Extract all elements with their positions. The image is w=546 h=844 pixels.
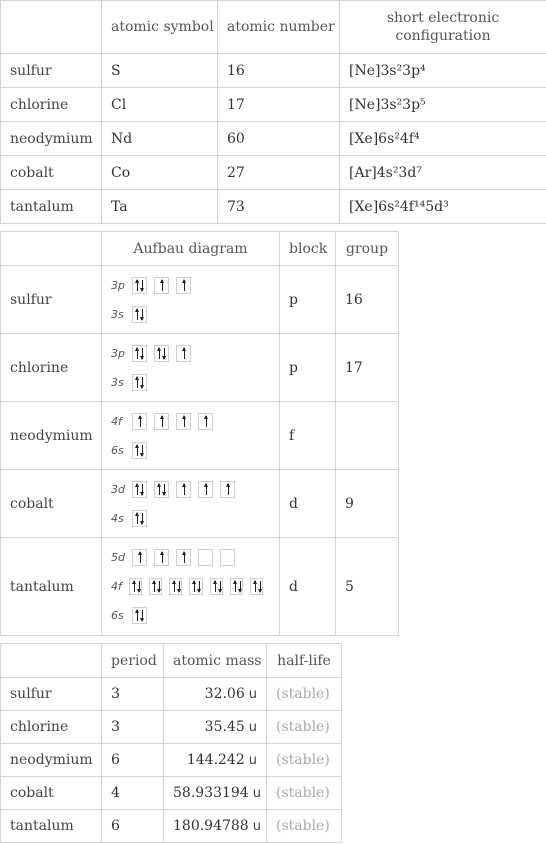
aufbau-stack	[111, 409, 270, 463]
subshell-label: 3d	[111, 482, 125, 496]
orbital-box	[132, 345, 147, 362]
spin-up-arrow-icon	[235, 581, 236, 592]
mass-unit: u	[248, 753, 257, 768]
table-row	[1, 678, 342, 711]
orbital-box	[198, 413, 213, 430]
subshell-label: 4f	[111, 580, 122, 593]
block-value: p	[280, 334, 336, 402]
block-value: d	[280, 538, 336, 636]
spin-up-arrow-icon	[134, 581, 135, 592]
orbital-box	[132, 306, 147, 323]
spin-down-arrow-icon	[139, 581, 140, 592]
orbital-box	[189, 578, 202, 595]
orbital-box	[154, 277, 169, 294]
atomic-symbol: Ta	[102, 190, 218, 224]
subshell	[111, 306, 270, 323]
atomic-mass-cell	[164, 744, 267, 777]
table-row	[1, 156, 546, 190]
subshell-label: 6s	[111, 443, 124, 457]
period-value: 3	[102, 678, 164, 711]
group-value: 5	[336, 538, 399, 636]
header-half-life: half-life	[267, 644, 342, 678]
aufbau-stack	[111, 477, 270, 531]
atomic-number: 17	[218, 88, 340, 122]
subshell	[111, 481, 270, 498]
spin-down-arrow-icon	[142, 610, 143, 621]
atomic-mass-value: 180.94788	[173, 818, 249, 834]
table-row	[1, 266, 399, 334]
table-row	[1, 402, 399, 470]
spin-up-arrow-icon	[174, 581, 175, 592]
header-period: period	[102, 644, 164, 678]
spin-up-arrow-icon	[162, 416, 163, 427]
table-row	[1, 538, 399, 636]
aufbau-diagram	[102, 470, 280, 538]
electron-config: [Ar]4s²3d⁷	[340, 156, 546, 190]
atomic-symbol: Nd	[102, 122, 218, 156]
spin-up-arrow-icon	[154, 581, 155, 592]
spin-up-arrow-icon	[137, 484, 138, 495]
spin-up-arrow-icon	[137, 445, 138, 456]
orbital-box	[220, 481, 235, 498]
header-atomic-number: atomic number	[218, 1, 340, 54]
subshell	[111, 374, 270, 391]
orbital-box	[149, 578, 162, 595]
subshell-label: 3s	[111, 307, 124, 321]
table-row	[1, 190, 546, 224]
element-name: tantalum	[1, 810, 102, 843]
spin-up-arrow-icon	[184, 484, 185, 495]
orbital-box	[154, 345, 169, 362]
aufbau-diagram	[102, 266, 280, 334]
spin-up-arrow-icon	[255, 581, 256, 592]
element-name: cobalt	[1, 470, 102, 538]
aufbau-diagram	[102, 538, 280, 636]
spin-down-arrow-icon	[142, 445, 143, 456]
half-life-value: (stable)	[267, 777, 342, 810]
spin-down-arrow-icon	[142, 348, 143, 359]
half-life-value: (stable)	[267, 711, 342, 744]
orbital-box	[154, 549, 169, 566]
spin-up-arrow-icon	[137, 280, 138, 291]
atomic-mass-cell	[164, 777, 267, 810]
atomic-symbol: Cl	[102, 88, 218, 122]
spin-up-arrow-icon	[162, 552, 163, 563]
spin-up-arrow-icon	[137, 377, 138, 388]
period-value: 4	[102, 777, 164, 810]
element-name: tantalum	[1, 538, 102, 636]
element-name: chlorine	[1, 88, 102, 122]
mass-table	[0, 643, 342, 843]
orbital-box	[132, 413, 147, 430]
header-group: group	[336, 232, 399, 266]
header-empty	[1, 644, 102, 678]
spin-down-arrow-icon	[199, 581, 200, 592]
spin-up-arrow-icon	[228, 484, 229, 495]
group-value: 9	[336, 470, 399, 538]
orbital-box	[176, 549, 191, 566]
table-row	[1, 744, 342, 777]
element-name: neodymium	[1, 122, 102, 156]
period-value: 3	[102, 711, 164, 744]
spin-up-arrow-icon	[159, 348, 160, 359]
mass-unit: u	[248, 720, 257, 735]
orbital-box	[176, 345, 191, 362]
spin-up-arrow-icon	[159, 484, 160, 495]
element-name: neodymium	[1, 744, 102, 777]
subshell	[111, 510, 270, 527]
subshell-label: 6s	[111, 609, 124, 622]
orbital-box	[198, 549, 213, 566]
electron-config-table	[0, 0, 546, 224]
orbital-box	[176, 481, 191, 498]
spin-up-arrow-icon	[184, 416, 185, 427]
aufbau-diagram	[102, 402, 280, 470]
group-value: 16	[336, 266, 399, 334]
orbital-box	[132, 607, 147, 624]
aufbau-stack	[111, 545, 270, 628]
table-header-row	[1, 1, 546, 54]
table-row	[1, 711, 342, 744]
atomic-number: 27	[218, 156, 340, 190]
spin-down-arrow-icon	[179, 581, 180, 592]
aufbau-table	[0, 231, 399, 636]
orbital-box	[132, 481, 147, 498]
subshell	[111, 607, 270, 624]
spin-down-arrow-icon	[142, 377, 143, 388]
element-name: chlorine	[1, 711, 102, 744]
aufbau-diagram	[102, 334, 280, 402]
aufbau-stack	[111, 341, 270, 395]
mass-unit: u	[252, 786, 261, 801]
orbital-box	[132, 549, 147, 566]
atomic-mass-cell	[164, 810, 267, 843]
spin-up-arrow-icon	[215, 581, 216, 592]
electron-config: [Xe]6s²4f¹⁴5d³	[340, 190, 546, 224]
spin-down-arrow-icon	[260, 581, 261, 592]
element-name: sulfur	[1, 266, 102, 334]
orbital-box	[129, 578, 142, 595]
orbital-box	[169, 578, 182, 595]
orbital-box	[176, 277, 191, 294]
table-row	[1, 470, 399, 538]
period-value: 6	[102, 810, 164, 843]
spin-down-arrow-icon	[240, 581, 241, 592]
spin-down-arrow-icon	[142, 280, 143, 291]
element-name: neodymium	[1, 402, 102, 470]
subshell-label: 4f	[111, 414, 122, 428]
atomic-mass-cell	[164, 711, 267, 744]
half-life-value: (stable)	[267, 810, 342, 843]
aufbau-stack	[111, 273, 270, 327]
orbital-box	[230, 578, 243, 595]
spin-up-arrow-icon	[137, 348, 138, 359]
half-life-value: (stable)	[267, 744, 342, 777]
subshell-label: 5d	[111, 551, 125, 564]
period-value: 6	[102, 744, 164, 777]
spin-down-arrow-icon	[220, 581, 221, 592]
subshell-label: 4s	[111, 511, 124, 525]
header-block: block	[280, 232, 336, 266]
element-name: chlorine	[1, 334, 102, 402]
orbital-box	[176, 413, 191, 430]
orbital-box	[154, 413, 169, 430]
atomic-number: 16	[218, 54, 340, 88]
element-name: tantalum	[1, 190, 102, 224]
electron-config: [Xe]6s²4f⁴	[340, 122, 546, 156]
spin-up-arrow-icon	[137, 610, 138, 621]
spin-up-arrow-icon	[206, 416, 207, 427]
half-life-value: (stable)	[267, 678, 342, 711]
mass-unit: u	[248, 687, 257, 702]
subshell	[111, 578, 270, 595]
subshell	[111, 345, 270, 362]
spin-down-arrow-icon	[142, 513, 143, 524]
atomic-number: 73	[218, 190, 340, 224]
element-name: sulfur	[1, 678, 102, 711]
orbital-box	[132, 277, 147, 294]
header-aufbau-diagram: Aufbau diagram	[102, 232, 280, 266]
header-atomic-mass: atomic mass	[164, 644, 267, 678]
table-row	[1, 810, 342, 843]
mass-unit: u	[252, 819, 261, 834]
spin-up-arrow-icon	[162, 280, 163, 291]
subshell-label: 3p	[111, 278, 125, 292]
header-empty	[1, 1, 102, 54]
spin-up-arrow-icon	[140, 416, 141, 427]
table-row	[1, 334, 399, 402]
orbital-box	[132, 374, 147, 391]
subshell	[111, 442, 270, 459]
electron-config: [Ne]3s²3p⁵	[340, 88, 546, 122]
block-value: d	[280, 470, 336, 538]
element-name: cobalt	[1, 156, 102, 190]
spin-up-arrow-icon	[184, 552, 185, 563]
orbital-box	[154, 481, 169, 498]
table-row	[1, 88, 546, 122]
orbital-box	[220, 549, 235, 566]
subshell	[111, 277, 270, 294]
spin-down-arrow-icon	[142, 484, 143, 495]
subshell-label: 3p	[111, 346, 125, 360]
table-row	[1, 122, 546, 156]
atomic-mass-cell	[164, 678, 267, 711]
orbital-box	[210, 578, 223, 595]
header-atomic-symbol: atomic symbol	[102, 1, 218, 54]
group-value	[336, 402, 399, 470]
table-header-row	[1, 644, 342, 678]
group-value: 17	[336, 334, 399, 402]
spin-down-arrow-icon	[164, 348, 165, 359]
orbital-box	[132, 510, 147, 527]
block-value: f	[280, 402, 336, 470]
electron-config: [Ne]3s²3p⁴	[340, 54, 546, 88]
subshell	[111, 549, 270, 566]
atomic-mass-value: 32.06	[204, 686, 245, 702]
spin-up-arrow-icon	[184, 348, 185, 359]
orbital-box	[250, 578, 263, 595]
spin-down-arrow-icon	[164, 484, 165, 495]
atomic-mass-value: 58.933194	[173, 785, 249, 801]
spin-up-arrow-icon	[194, 581, 195, 592]
spin-up-arrow-icon	[184, 280, 185, 291]
atomic-mass-value: 144.242	[186, 752, 245, 768]
header-empty	[1, 232, 102, 266]
table-row	[1, 777, 342, 810]
table-row	[1, 54, 546, 88]
spin-up-arrow-icon	[206, 484, 207, 495]
atomic-mass-value: 35.45	[204, 719, 245, 735]
spin-down-arrow-icon	[159, 581, 160, 592]
element-name: cobalt	[1, 777, 102, 810]
atomic-symbol: S	[102, 54, 218, 88]
element-name: sulfur	[1, 54, 102, 88]
spin-up-arrow-icon	[137, 513, 138, 524]
atomic-symbol: Co	[102, 156, 218, 190]
subshell-label: 3s	[111, 375, 124, 389]
block-value: p	[280, 266, 336, 334]
orbital-box	[132, 442, 147, 459]
atomic-number: 60	[218, 122, 340, 156]
subshell	[111, 413, 270, 430]
spin-up-arrow-icon	[137, 309, 138, 320]
table-header-row	[1, 232, 399, 266]
spin-up-arrow-icon	[140, 552, 141, 563]
orbital-box	[198, 481, 213, 498]
spin-down-arrow-icon	[142, 309, 143, 320]
header-short-config: short electronic configuration	[340, 1, 546, 54]
